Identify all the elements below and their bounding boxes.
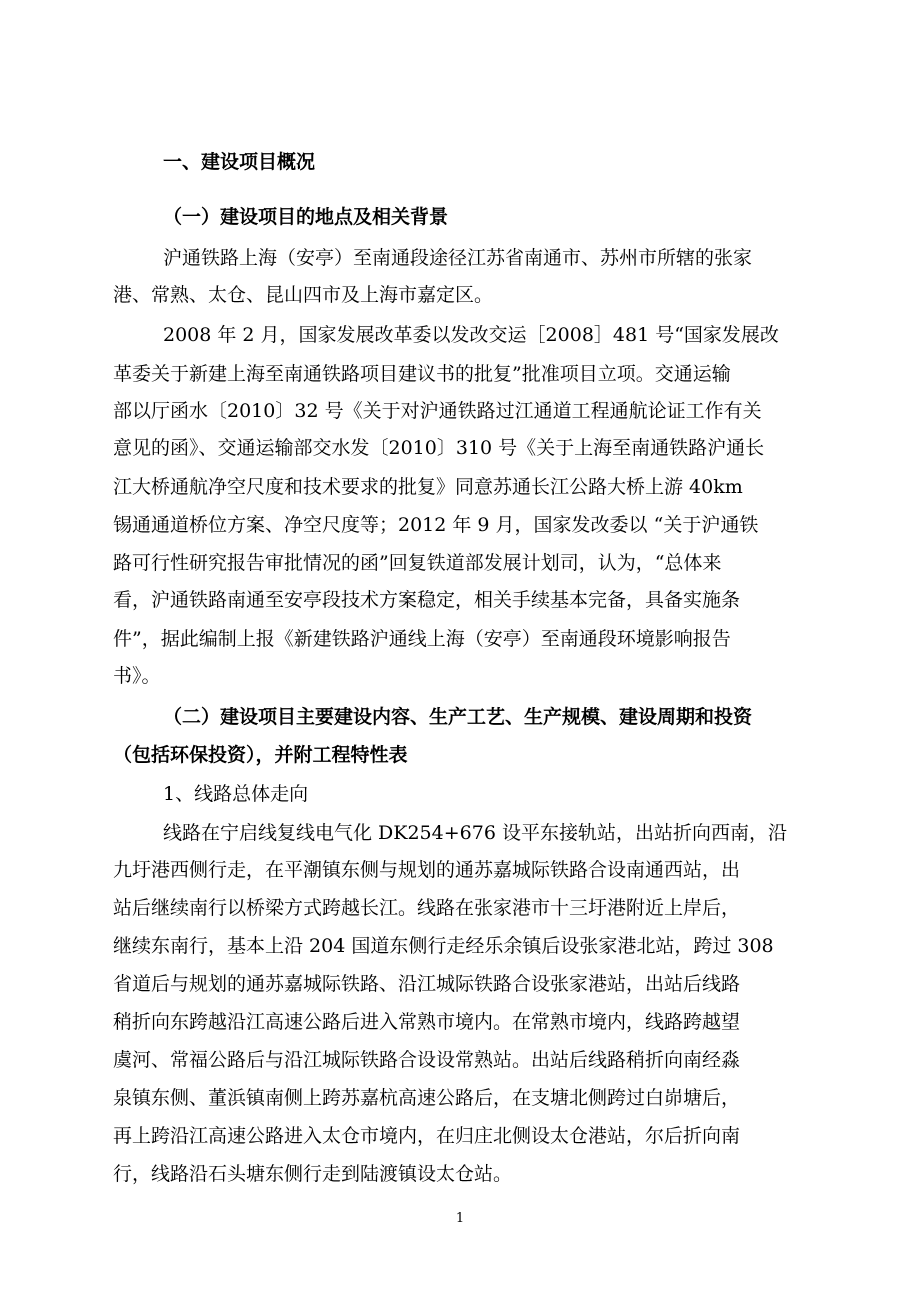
section2-p-line10: 行，线路沿石头塘东侧行走到陆渡镇设太仓站。: [113, 1163, 513, 1185]
section2-p-line6: 稍折向东跨越沿江高速公路后进入常熟市境内。在常熟市境内，线路跨越望: [113, 1011, 741, 1033]
section2-p-line2: 九圩港西侧行走，在平潮镇东侧与规划的通苏嘉城际铁路合设南通西站，出: [113, 859, 741, 881]
section1-p1-line2: 港、常熟、太仓、昆山四市及上海市嘉定区。: [113, 284, 494, 306]
page-number: 1: [455, 1211, 465, 1226]
heading-construction-overview: 一、建设项目概况: [163, 151, 316, 173]
section1-p2-line3: 部以厅函水〔2010〕32 号《关于对沪通铁路过江通道工程通航论证工作有关: [113, 400, 762, 422]
section2-p-line4: 继续东南行，基本上沿 204 国道东侧行走经乐余镇后设张家港北站，跨过 308: [113, 935, 774, 957]
section1-p2-line9: 件”，据此编制上报《新建铁路沪通线上海（安亭）至南通段环境影响报告: [113, 628, 731, 650]
section2-subheading: 1、线路总体走向: [163, 783, 309, 805]
section1-p2-line1: 2008 年 2 月，国家发展改革委以发改交运［2008］481 号“国家发展改: [163, 324, 779, 346]
section1-p2-line7: 路可行性研究报告审批情况的函”回复铁道部发展计划司，认为，“总体来: [113, 552, 722, 574]
section2-p-line8: 泉镇东侧、董浜镇南侧上跨苏嘉杭高速公路后，在支塘北侧跨过白峁塘后，: [113, 1087, 741, 1109]
section2-p-line5: 省道后与规划的通苏嘉城际铁路、沿江城际铁路合设张家港站，出站后线路: [113, 973, 741, 995]
section1-p2-line2: 革委关于新建上海至南通铁路项目建议书的批复”批准项目立项。交通运输: [113, 363, 731, 385]
section1-p2-line4: 意见的函》、交通运输部交水发〔2010〕310 号《关于上海至南通铁路沪通长: [113, 437, 765, 459]
section1-p2-line10: 书》。: [113, 665, 161, 687]
section1-p2-line8: 看，沪通铁路南通至安亭段技术方案稳定，相关手续基本完备，具备实施条: [113, 589, 741, 611]
section2-p-line3: 站后继续南行以桥梁方式跨越长江。线路在张家港市十三圩港附近上岸后，: [113, 897, 741, 919]
section2-p-line9: 再上跨沿江高速公路进入太仓市境内，在归庄北侧设太仓港站，尔后折向南: [113, 1125, 741, 1147]
section2-p-line1: 线路在宁启线复线电气化 DK254+676 设平东接轨站，出站折向西南，沿: [163, 822, 787, 844]
section2-p-line7: 虞河、常福公路后与沿江城际铁路合设设常熟站。出站后线路稍折向南经淼: [113, 1049, 741, 1071]
section1-p1-line1: 沪通铁路上海（安亭）至南通段途径江苏省南通市、苏州市所辖的张家: [163, 247, 753, 269]
section1-p2-line5: 江大桥通航净空尺度和技术要求的批复》同意苏通长江公路大桥上游 40km: [113, 476, 743, 498]
section1-title: （一）建设项目的地点及相关背景: [163, 206, 449, 228]
section1-p2-line6: 锡通通道桥位方案、净空尺度等；2012 年 9 月，国家发改委以 “关于沪通铁: [113, 514, 759, 536]
section2-title-line2: （包括环保投资），并附工程特性表: [113, 744, 408, 766]
section2-title-line1: （二）建设项目主要建设内容、生产工艺、生产规模、建设周期和投资: [163, 706, 753, 728]
